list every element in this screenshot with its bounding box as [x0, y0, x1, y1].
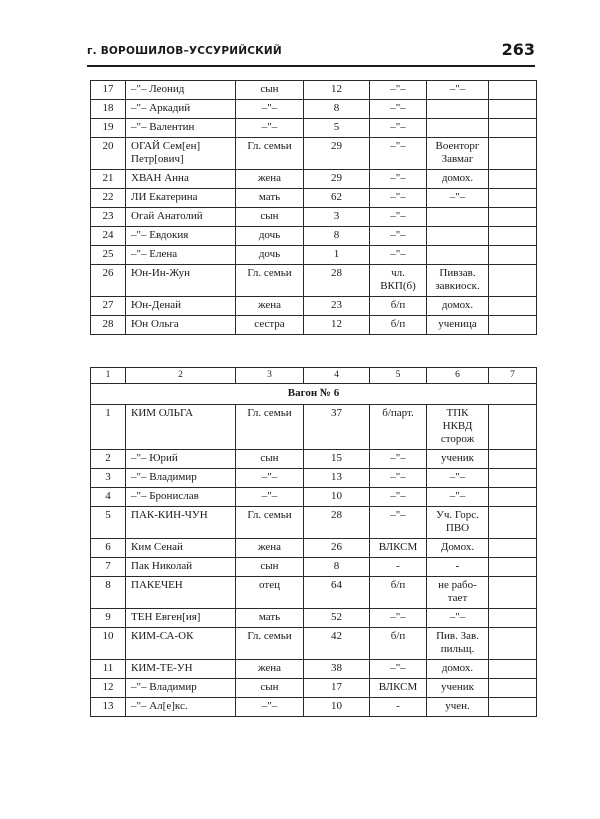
relation: сын — [236, 450, 304, 469]
occupation: Военторг Завмаг — [427, 138, 489, 170]
occupation — [427, 100, 489, 119]
age: 12 — [304, 316, 370, 335]
relation: –"– — [236, 469, 304, 488]
table-row — [91, 119, 537, 138]
occupation — [427, 119, 489, 138]
note — [489, 660, 537, 679]
table-row — [91, 488, 537, 507]
row-number: 24 — [91, 227, 126, 246]
age: 10 — [304, 698, 370, 717]
column-number: 7 — [489, 368, 537, 384]
table-row — [91, 450, 537, 469]
table-row — [91, 679, 537, 698]
party-status: –"– — [370, 100, 427, 119]
relation: сестра — [236, 316, 304, 335]
table-row — [91, 170, 537, 189]
relation: отец — [236, 577, 304, 609]
occupation: Пивзав. завкиоск. — [427, 265, 489, 297]
occupation: –"– — [427, 81, 489, 100]
occupation: Пив. Зав. пильщ. — [427, 628, 489, 660]
occupation: домох. — [427, 660, 489, 679]
person-name: –"– Елена — [126, 246, 236, 265]
party-status: - — [370, 698, 427, 717]
table-row — [91, 660, 537, 679]
note — [489, 558, 537, 577]
occupation: ТПК НКВД сторож — [427, 405, 489, 450]
age: 37 — [304, 405, 370, 450]
row-number: 26 — [91, 265, 126, 297]
occupation: Домох. — [427, 539, 489, 558]
age: 8 — [304, 558, 370, 577]
header-rule — [87, 65, 535, 67]
relation: сын — [236, 558, 304, 577]
row-number: 6 — [91, 539, 126, 558]
table-row — [91, 246, 537, 265]
note — [489, 609, 537, 628]
person-name: Огай Анатолий — [126, 208, 236, 227]
row-number: 8 — [91, 577, 126, 609]
party-status: –"– — [370, 660, 427, 679]
relation: –"– — [236, 100, 304, 119]
person-name: ПАКЕЧЕН — [126, 577, 236, 609]
column-number: 1 — [91, 368, 126, 384]
note — [489, 138, 537, 170]
age: 64 — [304, 577, 370, 609]
column-number-row — [91, 368, 537, 384]
relation: жена — [236, 297, 304, 316]
party-status: –"– — [370, 488, 427, 507]
age: 62 — [304, 189, 370, 208]
wagon-6-table — [90, 367, 537, 717]
table-row — [91, 227, 537, 246]
party-status: –"– — [370, 119, 427, 138]
person-name: ЛИ Екатерина — [126, 189, 236, 208]
running-title: г. ВОРОШИЛОВ–УССУРИЙСКИЙ — [87, 45, 282, 57]
person-name: ОГАЙ Сем[ен] Петр[ович] — [126, 138, 236, 170]
party-status: –"– — [370, 227, 427, 246]
person-name: Юн-Денай — [126, 297, 236, 316]
occupation: домох. — [427, 170, 489, 189]
row-number: 13 — [91, 698, 126, 717]
age: 13 — [304, 469, 370, 488]
relation: –"– — [236, 119, 304, 138]
note — [489, 316, 537, 335]
note — [489, 100, 537, 119]
note — [489, 297, 537, 316]
row-number: 11 — [91, 660, 126, 679]
table-row — [91, 208, 537, 227]
occupation — [427, 246, 489, 265]
table-row — [91, 297, 537, 316]
age: 29 — [304, 170, 370, 189]
page-number: 263 — [501, 40, 535, 59]
table-row — [91, 265, 537, 297]
note — [489, 698, 537, 717]
relation: Гл. семьи — [236, 265, 304, 297]
note — [489, 81, 537, 100]
row-number: 7 — [91, 558, 126, 577]
party-status: –"– — [370, 450, 427, 469]
party-status: ВЛКСМ — [370, 539, 427, 558]
occupation: не рабо- тает — [427, 577, 489, 609]
table-row — [91, 138, 537, 170]
family-table-continued — [90, 80, 537, 335]
note — [489, 488, 537, 507]
relation: –"– — [236, 698, 304, 717]
party-status: –"– — [370, 609, 427, 628]
person-name: –"– Евдокия — [126, 227, 236, 246]
party-status: б/парт. — [370, 405, 427, 450]
relation: сын — [236, 679, 304, 698]
person-name: КИМ-СА-ОК — [126, 628, 236, 660]
table-row — [91, 100, 537, 119]
age: 38 — [304, 660, 370, 679]
occupation: ученица — [427, 316, 489, 335]
note — [489, 539, 537, 558]
relation: –"– — [236, 488, 304, 507]
party-status: б/п — [370, 297, 427, 316]
relation: жена — [236, 660, 304, 679]
relation: дочь — [236, 227, 304, 246]
age: 15 — [304, 450, 370, 469]
person-name: ХВАН Анна — [126, 170, 236, 189]
table-row — [91, 189, 537, 208]
row-number: 21 — [91, 170, 126, 189]
person-name: –"– Валентин — [126, 119, 236, 138]
note — [489, 189, 537, 208]
age: 17 — [304, 679, 370, 698]
party-status: б/п — [370, 628, 427, 660]
row-number: 20 — [91, 138, 126, 170]
person-name: ТЕН Евген[ия] — [126, 609, 236, 628]
section-row — [91, 384, 537, 405]
occupation — [427, 227, 489, 246]
party-status: –"– — [370, 170, 427, 189]
row-number: 23 — [91, 208, 126, 227]
relation: сын — [236, 208, 304, 227]
section-title: Вагон № 6 — [91, 384, 537, 405]
column-number: 3 — [236, 368, 304, 384]
person-name: Юн-Ин-Жун — [126, 265, 236, 297]
occupation: ученик — [427, 679, 489, 698]
age: 23 — [304, 297, 370, 316]
age: 26 — [304, 539, 370, 558]
age: 29 — [304, 138, 370, 170]
person-name: –"– Ал[е]кс. — [126, 698, 236, 717]
person-name: –"– Аркадий — [126, 100, 236, 119]
note — [489, 208, 537, 227]
note — [489, 450, 537, 469]
note — [489, 405, 537, 450]
age: 5 — [304, 119, 370, 138]
occupation: –"– — [427, 488, 489, 507]
relation: Гл. семьи — [236, 405, 304, 450]
relation: мать — [236, 189, 304, 208]
age: 28 — [304, 265, 370, 297]
age: 12 — [304, 81, 370, 100]
note — [489, 246, 537, 265]
column-number: 5 — [370, 368, 427, 384]
table-row — [91, 698, 537, 717]
table-row — [91, 469, 537, 488]
age: 8 — [304, 227, 370, 246]
note — [489, 628, 537, 660]
person-name: –"– Владимир — [126, 469, 236, 488]
table-row — [91, 507, 537, 539]
occupation: домох. — [427, 297, 489, 316]
person-name: Пак Николай — [126, 558, 236, 577]
column-number: 4 — [304, 368, 370, 384]
table-row — [91, 405, 537, 450]
relation: сын — [236, 81, 304, 100]
row-number: 4 — [91, 488, 126, 507]
note — [489, 265, 537, 297]
party-status: –"– — [370, 189, 427, 208]
party-status: ВЛКСМ — [370, 679, 427, 698]
row-number: 27 — [91, 297, 126, 316]
row-number: 19 — [91, 119, 126, 138]
relation: мать — [236, 609, 304, 628]
party-status: –"– — [370, 507, 427, 539]
age: 42 — [304, 628, 370, 660]
person-name: –"– Бронислав — [126, 488, 236, 507]
row-number: 10 — [91, 628, 126, 660]
table-row — [91, 609, 537, 628]
row-number: 12 — [91, 679, 126, 698]
person-name: Юн Ольга — [126, 316, 236, 335]
row-number: 5 — [91, 507, 126, 539]
relation: Гл. семьи — [236, 138, 304, 170]
party-status: б/п — [370, 577, 427, 609]
person-name: –"– Юрий — [126, 450, 236, 469]
note — [489, 119, 537, 138]
person-name: КИМ ОЛЬГА — [126, 405, 236, 450]
note — [489, 679, 537, 698]
party-status: чл. ВКП(б) — [370, 265, 427, 297]
person-name: КИМ-ТЕ-УН — [126, 660, 236, 679]
occupation: –"– — [427, 189, 489, 208]
party-status: –"– — [370, 469, 427, 488]
party-status: –"– — [370, 246, 427, 265]
relation: Гл. семьи — [236, 628, 304, 660]
occupation: Уч. Горс. ПВО — [427, 507, 489, 539]
row-number: 28 — [91, 316, 126, 335]
row-number: 22 — [91, 189, 126, 208]
column-number: 2 — [126, 368, 236, 384]
row-number: 25 — [91, 246, 126, 265]
occupation: учен. — [427, 698, 489, 717]
relation: жена — [236, 539, 304, 558]
person-name: ПАК-КИН-ЧУН — [126, 507, 236, 539]
age: 8 — [304, 100, 370, 119]
table-row — [91, 628, 537, 660]
row-number: 9 — [91, 609, 126, 628]
note — [489, 577, 537, 609]
note — [489, 469, 537, 488]
relation: Гл. семьи — [236, 507, 304, 539]
row-number: 18 — [91, 100, 126, 119]
relation: жена — [236, 170, 304, 189]
party-status: б/п — [370, 316, 427, 335]
note — [489, 227, 537, 246]
table-row — [91, 539, 537, 558]
age: 3 — [304, 208, 370, 227]
age: 1 — [304, 246, 370, 265]
row-number: 2 — [91, 450, 126, 469]
row-number: 3 — [91, 469, 126, 488]
occupation: - — [427, 558, 489, 577]
age: 10 — [304, 488, 370, 507]
person-name: Ким Сенай — [126, 539, 236, 558]
row-number: 1 — [91, 405, 126, 450]
person-name: –"– Леонид — [126, 81, 236, 100]
occupation: ученик — [427, 450, 489, 469]
table-row — [91, 81, 537, 100]
table-row — [91, 316, 537, 335]
table-row — [91, 558, 537, 577]
page-header — [87, 38, 535, 68]
party-status: –"– — [370, 138, 427, 170]
age: 52 — [304, 609, 370, 628]
table-row — [91, 577, 537, 609]
age: 28 — [304, 507, 370, 539]
relation: дочь — [236, 246, 304, 265]
occupation: –"– — [427, 469, 489, 488]
person-name: –"– Владимир — [126, 679, 236, 698]
note — [489, 170, 537, 189]
occupation — [427, 208, 489, 227]
party-status: –"– — [370, 208, 427, 227]
party-status: - — [370, 558, 427, 577]
party-status: –"– — [370, 81, 427, 100]
column-number: 6 — [427, 368, 489, 384]
note — [489, 507, 537, 539]
row-number: 17 — [91, 81, 126, 100]
occupation: –"– — [427, 609, 489, 628]
